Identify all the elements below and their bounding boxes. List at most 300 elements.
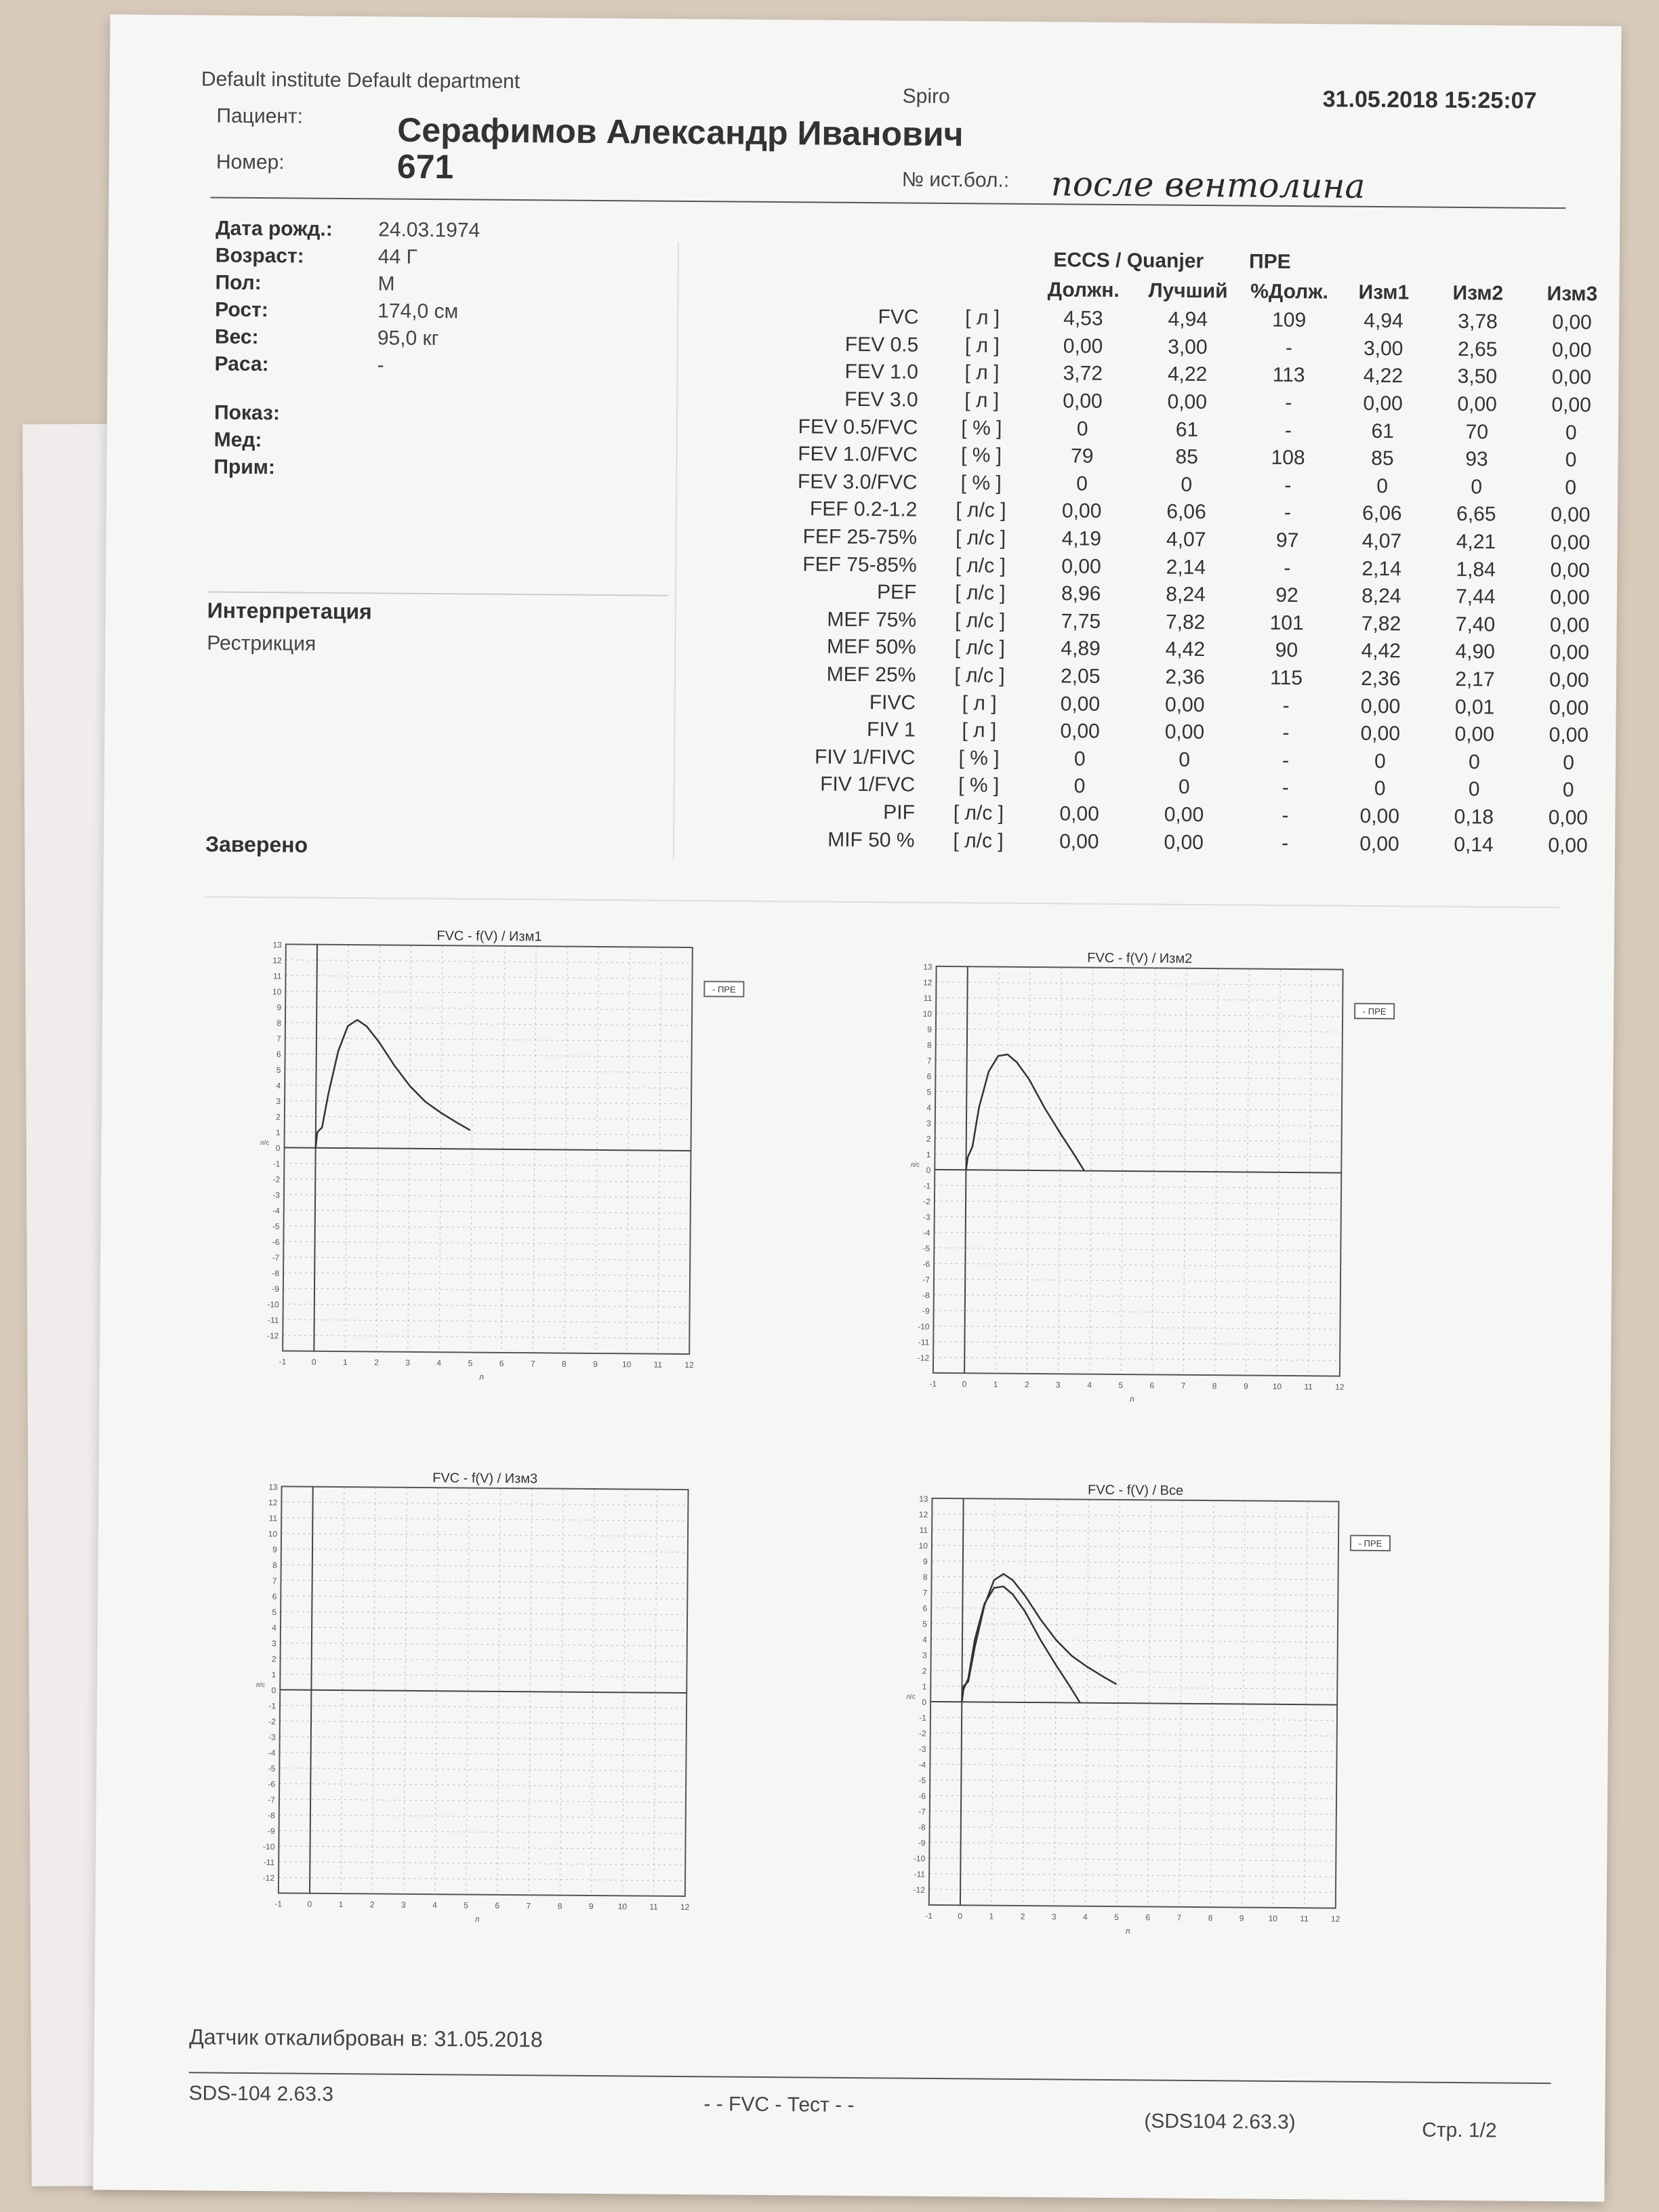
param-name: FEF 25-75% [802, 525, 918, 549]
x-tick-label: 2 [369, 1900, 375, 1910]
grid-line [934, 1279, 1340, 1282]
x-tick-label: 4 [1083, 1912, 1088, 1922]
y-tick-label: -8 [268, 1810, 275, 1820]
x-tick-label: -1 [925, 1910, 933, 1921]
patient-info-value: 174,0 см [377, 300, 459, 323]
grid-line [281, 1549, 688, 1553]
x-tick-label: 5 [1114, 1912, 1119, 1923]
m1-value: 4,07 [1361, 529, 1402, 553]
sds-version: (SDS104 2.63.3) [1144, 2110, 1296, 2134]
due-value: 0,00 [1059, 830, 1099, 853]
x-tick-label: 10 [617, 1902, 628, 1912]
due-value: 0 [1073, 747, 1086, 771]
grid-line [930, 1811, 1336, 1814]
m1-value: 0,00 [1359, 832, 1399, 855]
flow-volume-curve [316, 1020, 471, 1149]
grid-line [934, 1248, 1340, 1251]
y-tick-label: -4 [272, 1206, 280, 1216]
param-unit: [ л ] [964, 389, 1000, 412]
y-tick-label: -11 [268, 1315, 279, 1326]
patient-info-row [216, 218, 480, 247]
grid-line [281, 1580, 688, 1584]
x-tick-label: 1 [989, 1911, 994, 1921]
y-tick-label: -11 [263, 1857, 275, 1868]
grid-line [283, 1304, 690, 1307]
grid-line [930, 1748, 1337, 1752]
patient-info-row [215, 326, 479, 355]
y-tick-label: -3 [268, 1732, 276, 1742]
m1-value: 0,00 [1363, 392, 1403, 415]
y-tick-label: -6 [268, 1779, 276, 1789]
m3-value: 0,00 [1551, 366, 1592, 389]
grid-line [281, 1534, 688, 1537]
y-tick-label: -5 [268, 1763, 276, 1774]
flow-volume-curve [966, 1054, 1085, 1170]
grid-line [929, 1874, 1336, 1877]
grid-line [285, 1054, 692, 1057]
x-tick-label: 11 [1300, 1914, 1309, 1924]
pct-value: 115 [1270, 666, 1303, 690]
m1-value: 2,14 [1361, 557, 1401, 580]
m1-value: 0 [1376, 474, 1389, 497]
grid-line [932, 1545, 1338, 1549]
m2-header: Изм2 [1452, 281, 1504, 305]
param-unit: [ % ] [960, 444, 1002, 467]
best-value: 6,06 [1166, 501, 1206, 524]
param-unit: [ л ] [964, 361, 1000, 385]
pre-tag-label: - ПРЕ [1358, 1538, 1382, 1549]
y-tick-label: -8 [922, 1290, 930, 1300]
param-name: MEF 50% [826, 636, 916, 659]
due-value: 4,53 [1063, 307, 1103, 331]
y-tick-label: -2 [272, 1174, 281, 1185]
y-tick-label: -1 [923, 1181, 931, 1191]
best-value: 0,00 [1164, 831, 1204, 854]
certified-label: Заверено [205, 832, 308, 857]
grid-line [280, 1737, 687, 1740]
y-tick-label: 9 [276, 1002, 282, 1012]
best-value: 4,07 [1166, 528, 1206, 552]
y-tick-label: 3 [922, 1650, 927, 1660]
x-tick-label: 7 [530, 1359, 535, 1369]
pct-value: - [1284, 419, 1292, 442]
pct-value: - [1282, 694, 1290, 717]
y-tick-label: -12 [917, 1353, 930, 1363]
y-tick-label: 11 [923, 993, 933, 1004]
due-header: Должн. [1047, 279, 1120, 302]
param-unit: [ л ] [965, 306, 1000, 329]
grid-line [284, 1179, 691, 1183]
y-tick-label: -4 [922, 1228, 930, 1238]
grid-line [281, 1627, 687, 1631]
x-tick-label: 8 [1208, 1913, 1213, 1923]
param-unit: [ л/с ] [955, 581, 1006, 605]
x-axis-label: л [474, 1914, 480, 1924]
param-name: FIVC [869, 691, 916, 714]
y-tick-label: 9 [272, 1544, 277, 1555]
grid-line [929, 1843, 1336, 1846]
y-tick-label: 0 [275, 1143, 281, 1153]
left-divider [207, 591, 668, 596]
param-unit: [ л/с ] [953, 802, 1004, 825]
grid-line [931, 1655, 1338, 1658]
m3-value: 0,00 [1550, 558, 1591, 582]
grid-line [930, 1826, 1336, 1830]
grid-line [283, 1273, 690, 1276]
param-name: PEF [876, 581, 917, 604]
flow-volume-curve [962, 1586, 1081, 1702]
grid-line [933, 1357, 1340, 1361]
y-tick-label: 7 [276, 1033, 281, 1044]
grid-line [279, 1830, 686, 1834]
x-tick-label: 10 [1268, 1913, 1278, 1923]
patient-info-row [215, 299, 479, 328]
m1-value: 2,36 [1361, 667, 1401, 691]
grid-line [286, 976, 693, 979]
param-name: FEV 3.0 [844, 388, 918, 411]
m2-value: 0,14 [1454, 833, 1494, 856]
best-value: 0,00 [1164, 720, 1205, 744]
due-value: 7,75 [1061, 610, 1101, 633]
grid-line [285, 1132, 691, 1135]
x-tick-label: 2 [1024, 1379, 1029, 1390]
patient-info-row [214, 353, 478, 382]
due-value: 0,00 [1061, 554, 1101, 578]
patient-info-row [216, 245, 480, 274]
due-value: 0 [1076, 472, 1088, 495]
y-tick-label: -10 [913, 1853, 926, 1864]
grid-line [932, 1530, 1338, 1533]
x-axis [930, 1702, 1337, 1705]
grid-line [283, 1257, 690, 1261]
due-value: 4,89 [1061, 637, 1101, 661]
y-tick-label: 8 [926, 1040, 932, 1050]
grid-line [935, 1154, 1341, 1158]
grid-line [281, 1612, 687, 1615]
chart-izm1 [255, 924, 747, 1406]
due-value: 0 [1073, 775, 1086, 798]
y-tick-label: 1 [271, 1670, 276, 1680]
grid-line [285, 1101, 691, 1104]
patient-info-value: - [377, 354, 384, 377]
grid-line [281, 1658, 687, 1662]
grid-line [935, 1139, 1342, 1142]
y-tick-label: 5 [922, 1619, 928, 1629]
x-tick-label: 4 [436, 1358, 442, 1368]
grid-line [281, 1596, 687, 1599]
grid-line [283, 1288, 690, 1292]
x-tick-label: 10 [621, 1359, 632, 1370]
grid-line [935, 1185, 1341, 1189]
institute-text: Default institute Default department [201, 68, 520, 94]
grid-line [936, 1013, 1343, 1017]
x-tick-label: 1 [338, 1900, 344, 1910]
y-tick-label: -3 [272, 1190, 281, 1200]
history-handwritten: после вентолина [1050, 164, 1366, 206]
version-text: SDS-104 2.63.3 [188, 2082, 334, 2106]
x-tick-label: 3 [401, 1900, 406, 1910]
m1-value: 0 [1374, 750, 1386, 773]
param-name: FEV 3.0/FVC [797, 470, 918, 494]
x-tick-label: 11 [1304, 1382, 1313, 1392]
param-unit: [ л/с ] [954, 664, 1005, 687]
pct-value: 108 [1271, 447, 1305, 470]
m1-header: Изм1 [1358, 281, 1410, 304]
best-value: 4,42 [1165, 638, 1206, 661]
pct-value: - [1285, 336, 1293, 359]
chart-title: FVC - f(V) / Все [1087, 1482, 1184, 1498]
footer-divider [189, 2072, 1551, 2084]
grid-line [929, 1858, 1336, 1862]
y-tick-label: 9 [923, 1557, 928, 1567]
y-tick-label: -10 [267, 1299, 279, 1310]
grid-line [936, 1060, 1343, 1063]
patient-info-label: Рост: [215, 298, 268, 322]
param-unit: [ л ] [962, 691, 997, 715]
pct-header: %Долж. [1250, 280, 1329, 304]
y-tick-label: 12 [923, 977, 933, 987]
x-tick-label: 6 [1149, 1380, 1155, 1391]
due-value: 79 [1070, 445, 1094, 468]
y-tick-label: -12 [262, 1873, 275, 1883]
test-label: - - FVC - Тест - - [703, 2093, 855, 2117]
vertical-divider [673, 243, 679, 859]
m3-value: 0 [1565, 476, 1577, 499]
patient-info-value: 24.03.1974 [378, 218, 480, 242]
m2-value: 4,90 [1455, 640, 1496, 663]
grid-line [930, 1780, 1336, 1783]
grid-line [930, 1764, 1336, 1767]
m2-value: 4,21 [1456, 530, 1496, 554]
grid-line [284, 1226, 691, 1229]
pre-tag-label: - ПРЕ [1362, 1006, 1387, 1017]
m1-value: 3,00 [1363, 337, 1404, 361]
y-tick-label: 6 [272, 1591, 277, 1601]
param-name: FEV 1.0/FVC [798, 443, 918, 466]
y-axis-label: л/с [260, 1139, 270, 1147]
extra-label: Показ: [213, 401, 281, 425]
due-value: 0,00 [1063, 390, 1103, 413]
y-tick-label: 10 [918, 1540, 928, 1551]
x-tick-label: 12 [1335, 1382, 1345, 1392]
y-tick-label: 12 [272, 956, 282, 966]
y-tick-label: -5 [918, 1776, 926, 1786]
m3-value: 0,00 [1548, 806, 1589, 830]
y-tick-label: -3 [918, 1744, 926, 1755]
due-value: 0,00 [1061, 499, 1102, 523]
x-tick-label: 8 [1212, 1381, 1217, 1391]
m2-value: 0,18 [1454, 805, 1494, 829]
grid-line [929, 1889, 1336, 1893]
x-tick-label: 1 [993, 1379, 998, 1389]
chart-title: FVC - f(V) / Изм3 [432, 1471, 538, 1487]
y-tick-label: -7 [272, 1252, 280, 1263]
x-tick-label: 10 [1272, 1381, 1282, 1391]
m2-value: 2,17 [1455, 668, 1495, 691]
y-tick-label: 12 [268, 1498, 278, 1508]
grid-line [283, 1242, 690, 1245]
y-tick-label: -7 [918, 1807, 926, 1817]
due-value: 2,05 [1060, 665, 1101, 688]
grid-line [283, 1335, 689, 1338]
patient-name: Серафимов Александр Иванович [397, 110, 964, 154]
y-tick-label: 2 [926, 1134, 931, 1144]
y-tick-label: -1 [919, 1713, 926, 1723]
y-tick-label: 0 [271, 1685, 276, 1696]
y-tick-label: -5 [272, 1221, 280, 1231]
param-name: FIV 1/FIVC [815, 745, 916, 769]
pct-value: 92 [1275, 584, 1298, 607]
y-tick-label: -8 [918, 1822, 926, 1832]
grid-line [935, 1076, 1342, 1079]
grid-line [281, 1643, 687, 1646]
grid-line [935, 1123, 1342, 1126]
x-tick-label: 11 [649, 1902, 658, 1912]
y-tick-label: -1 [268, 1701, 276, 1711]
y-tick-label: 3 [276, 1097, 281, 1107]
m3-value: 0 [1562, 779, 1574, 802]
pct-value: - [1282, 832, 1289, 855]
param-unit: [ л ] [964, 334, 1000, 357]
x-tick-label: 5 [1118, 1380, 1124, 1391]
grid-line [934, 1263, 1340, 1267]
x-tick-label: 12 [1330, 1914, 1340, 1924]
extra-label: Мед: [213, 428, 262, 452]
x-tick-label: 1 [342, 1357, 348, 1368]
param-name: FEV 1.0 [844, 361, 919, 384]
pct-value: 101 [1269, 611, 1304, 634]
y-tick-label: 5 [276, 1065, 281, 1075]
grid-line [284, 1210, 691, 1214]
m1-value: 8,24 [1361, 585, 1401, 608]
grid-line [931, 1592, 1338, 1595]
best-value: 0,00 [1167, 390, 1208, 414]
grid-line [280, 1674, 687, 1677]
pct-value: 97 [1275, 529, 1299, 552]
best-value: 4,22 [1167, 363, 1208, 386]
y-tick-label: 7 [272, 1576, 277, 1586]
patient-info-value: 95,0 кг [377, 327, 439, 350]
pct-value: - [1282, 804, 1289, 827]
x-tick-label: 12 [680, 1902, 690, 1912]
grid-line [279, 1784, 686, 1787]
due-value: 3,72 [1063, 362, 1103, 386]
x-tick-label: 0 [962, 1379, 967, 1389]
best-value: 85 [1175, 445, 1198, 469]
param-unit: [ л/с ] [954, 636, 1006, 660]
m3-value: 0,00 [1548, 834, 1588, 857]
y-tick-label: 1 [275, 1128, 281, 1138]
grid-line [286, 960, 693, 963]
grid-line [285, 1085, 691, 1088]
grid-line [285, 1038, 692, 1042]
y-tick-label: -4 [268, 1748, 276, 1758]
grid-line [279, 1877, 685, 1881]
chart-all [901, 1478, 1393, 1960]
patient-info [214, 218, 480, 382]
x-axis-label: л [478, 1372, 484, 1382]
m3-value: 0 [1563, 751, 1574, 775]
y-tick-label: -6 [272, 1237, 280, 1247]
param-name: FEF 75-85% [802, 552, 917, 577]
m1-value: 85 [1371, 447, 1394, 470]
x-tick-label: 3 [405, 1357, 411, 1368]
x-tick-label: 7 [1181, 1380, 1186, 1391]
grid-line [284, 1163, 691, 1166]
grid-line [283, 1319, 690, 1323]
y-tick-label: 13 [272, 940, 282, 950]
y-tick-label: -3 [923, 1212, 930, 1223]
best-value: 61 [1175, 418, 1199, 441]
y-tick-label: 11 [919, 1525, 928, 1535]
pct-value: - [1284, 556, 1291, 579]
y-tick-label: -8 [272, 1268, 280, 1278]
m3-value: 0,00 [1549, 669, 1589, 692]
x-tick-label: -1 [929, 1378, 937, 1389]
pct-value: 90 [1275, 639, 1298, 662]
x-tick-label: 3 [1051, 1912, 1057, 1922]
patient-info-label: Вес: [214, 325, 259, 349]
y-tick-label: 4 [272, 1622, 277, 1633]
y-tick-label: 5 [272, 1607, 277, 1617]
best-value: 7,82 [1165, 611, 1206, 634]
x-tick-label: 9 [593, 1359, 598, 1370]
grid-line [930, 1686, 1337, 1689]
param-unit: [ л/с ] [953, 829, 1004, 853]
x-tick-label: 9 [1239, 1913, 1244, 1923]
x-axis-label: л [1125, 1926, 1130, 1936]
m3-value: 0 [1565, 449, 1577, 472]
y-tick-label: -6 [922, 1259, 930, 1269]
extra-label: Прим: [213, 455, 276, 479]
x-tick-label: 0 [311, 1357, 316, 1367]
y-tick-label: 7 [922, 1588, 928, 1598]
y-tick-label: -2 [923, 1196, 930, 1207]
grid-line [935, 1201, 1341, 1204]
y-tick-label: 6 [922, 1603, 928, 1614]
param-unit: [ л/с ] [956, 499, 1006, 523]
param-name: FEF 0.2-1.2 [809, 497, 918, 522]
m1-value: 4,42 [1361, 640, 1401, 663]
grid-line [285, 1116, 691, 1120]
best-value: 0 [1181, 473, 1193, 496]
m2-value: 0 [1471, 475, 1483, 499]
m2-value: 3,50 [1457, 365, 1498, 388]
page-number: Стр. 1/2 [1422, 2118, 1497, 2142]
m2-value: 93 [1465, 448, 1488, 471]
param-unit: [ % ] [961, 416, 1002, 440]
calibrated-text: Датчик откалиброван в: 31.05.2018 [189, 2024, 543, 2052]
x-tick-label: 7 [1176, 1912, 1182, 1923]
grid-line [279, 1815, 686, 1818]
best-value: 4,94 [1168, 308, 1208, 331]
grid-line [931, 1639, 1338, 1643]
m2-value: 7,44 [1456, 586, 1496, 609]
y-tick-label: 5 [926, 1087, 932, 1097]
param-name: FIV 1 [866, 718, 916, 741]
y-tick-label: -5 [922, 1244, 930, 1254]
grid-line [935, 1232, 1341, 1235]
param-name: FIV 1/FVC [820, 773, 916, 797]
pre-tag-label: - ПРЕ [712, 984, 736, 995]
grid-line [933, 1326, 1340, 1330]
m2-value: 6,65 [1456, 503, 1496, 526]
interpretation-title: Интерпретация [207, 598, 372, 624]
m2-value: 70 [1465, 420, 1489, 443]
y-tick-label: -7 [922, 1275, 930, 1285]
y-tick-label: 8 [272, 1560, 277, 1570]
grid-line [930, 1795, 1336, 1799]
